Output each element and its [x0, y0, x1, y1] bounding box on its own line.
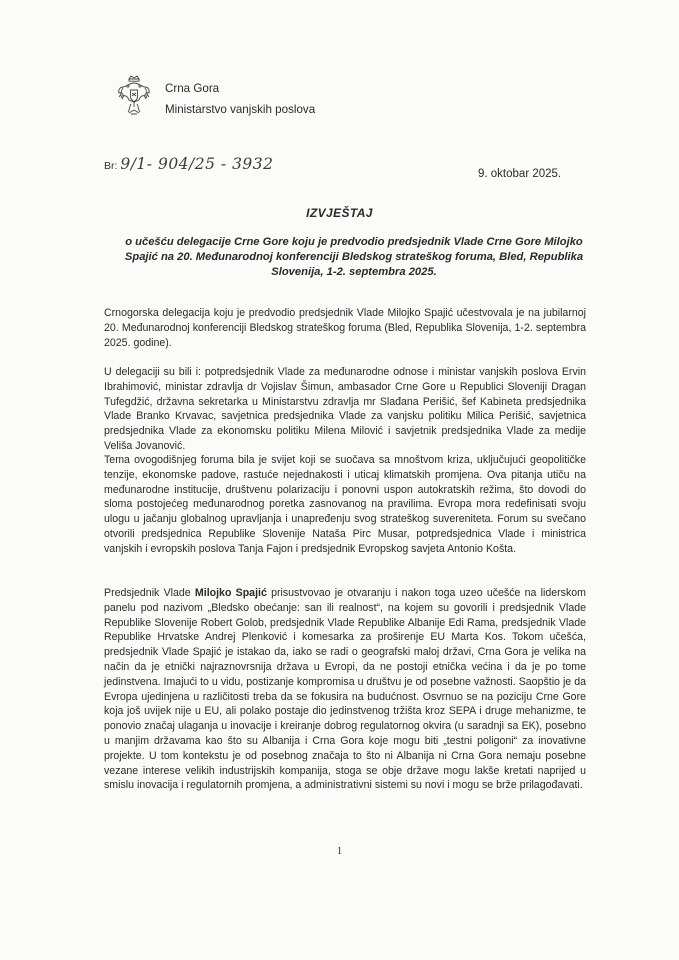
country-name: Crna Gora — [165, 82, 220, 95]
pm-name: Milojko Spajić — [194, 587, 267, 599]
document-title: IZVJEŠTAJ — [306, 206, 373, 220]
paragraph-pm-lead: Predsjednik Vlade — [104, 587, 195, 599]
paragraph-delegation: U delegaciji su bili i: potpredsjednik Vlade za međunarodne odnose i ministar vanjskih poslova Ervin Ibrahimović, ministar zdravlja dr Vojislav Šimun, ambasador Crne Gore u Republici Sloveniji Dragan Tufegdžić, državna sekretarka u Ministarstvu zdravlja mr Slađana Perišić, šef Kabineta predsjednika Vlade Branko Krvavac, savjetnica predsjednika Vlade za vanjsku politiku Milica Perišić, savjetnica predsjednika Vlade za ekonomsku politiku Milena Milović i savjetnik predsjednika Vlade za medije Veliša Jovanović. — [104, 366, 586, 452]
ministry-name: Ministarstvo vanjskih poslova — [165, 103, 316, 116]
paragraph-forum-theme: Tema ovogodišnjeg foruma bila je svijet koji se suočava sa mnoštvom kriza, uključujući geopolitičke tenzije, ekonomske padove, rastuće nejednakosti i uticaj klimatskih promjena. Ova pitanja utiču na međunarodne institucije, društvenu polarizaciju i ponovni uspon autokratskih režima, što dovodi do sloma postojećeg međunarodnog poretka zasnovanog na pravilima. Evropa mora redefinisati svoju ulogu u jačanju globalnog upravljanja i unapređenju svog strateškog suvereniteta. Forum su svečano otvorili predsjednica Republike Slovenije Nataša Pirc Musar, potpredsjednica Vlade i ministrica vanjskih i evropskih poslova Tanja Fajon i predsjednik Evropskog savjeta Antonio Košta. — [104, 454, 586, 555]
page-number: 1 — [336, 846, 343, 857]
letterhead — [165, 78, 315, 120]
handwritten-reference: 9/1- 904/25 - 3932 — [120, 155, 274, 173]
coat-of-arms-icon — [117, 74, 151, 118]
reference-number — [104, 155, 274, 173]
paragraph-pm-body: prisustvovao je otvaranju i nakon toga uzeo učešće na liderskom panelu pod nazivom „Bledsko obećanje: san ili realnost“, na kojem su govorili i predsjednik Vlade Republike Slovenije Robert Golob, predsjednik Vlade Republike Albanije Edi Rama, predsjednik Vlade Republike Hrvatske Andrej Plenković i komesarka za proširenje EU Marta Kos. Tokom učešća, predsjednik Vlade Spajić je istakao da, iako se radi o geografski maloj državi, Crna Gora je velika na način da je etnički najraznovrsnija država u Evropi, da ne postoji etnička većina i da je po tome jedinstvena. Imajući to u vidu, postizanje kompromisa u društvu je od posebne važnosti. Saopštio je da Evropa ujedinjena u različitosti treba da se fokusira na budućnost. Osvrnuo se na poziciju Crne Gore koja još uvijek nije u EU, ali polako postaje dio jedinstvenog tržišta kroz SEPA i druge mehanizme, te ponovio značaj ulaganja u inovacije i kreiranje dobrog regulatornog okvira (u saradnji sa EK), posebno u manjim državama kao što su Albanija i Crna Gora koje mogu biti „testni poligoni“ za inovativne projekte. U tom kontekstu je od posebnog značaja to što ni Albanija ni Crna Gora nemaju posebne vezane interese velikih industrijskih kompanija, stoga se obje države mogu lakše kretati naprijed u smislu inovacija i regulatornih promjena, a administrativni sistemi su novi i mogu se brže prilagođavati. — [104, 587, 586, 792]
paragraph-pm-panel — [104, 586, 586, 793]
reference-label: Br: — [104, 160, 118, 172]
document-date: 9. oktobar 2025. — [478, 168, 562, 180]
paragraph-intro: Crnogorska delegacija koju je predvodio predsjednik Vlade Milojko Spajić učestvovala je na jubilarnoj 20. Međunarodnoj konferenciji Bledskog strateškog foruma (Bled, Republika Slovenija, 1-2. septembra 2025. godine). — [104, 307, 586, 349]
document-subtitle: o učešću delegacije Crne Gore koju je predvodio predsjednik Vlade Crne Gore Milojko Spajić na 20. Međunarodnoj konferenciji Bledskog strateškog foruma, Bled, Republika Slovenija, 1-2. septembra 2025. — [124, 236, 584, 278]
